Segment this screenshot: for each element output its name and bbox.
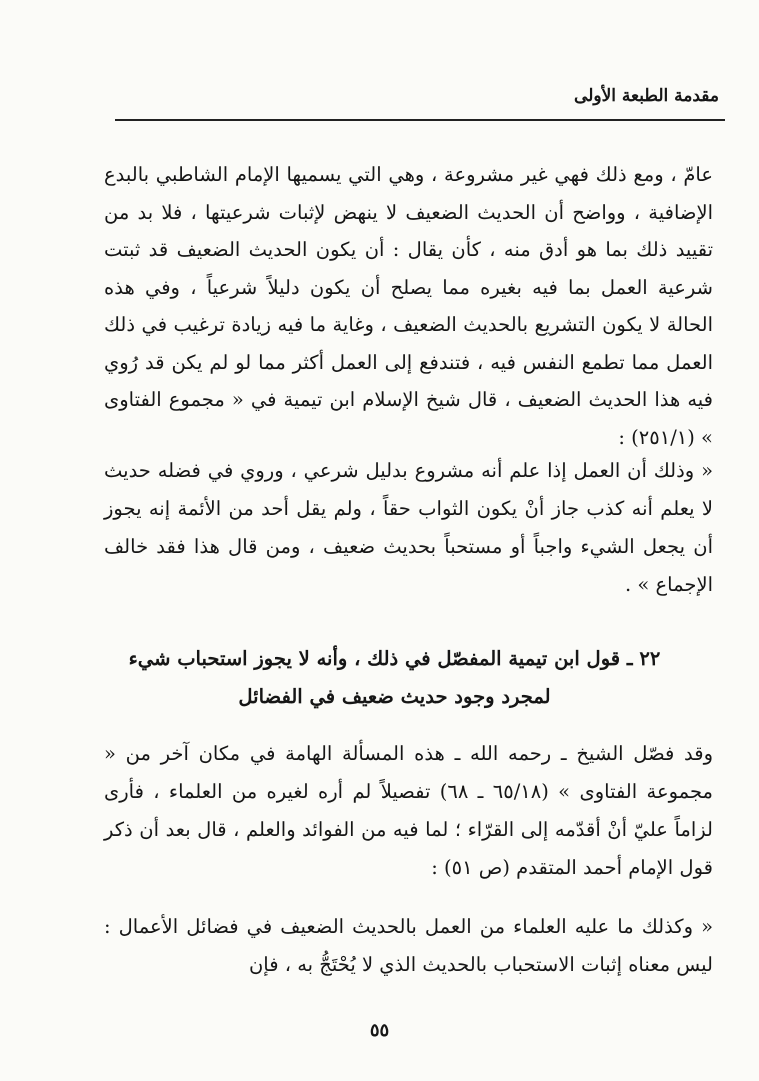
section-heading-line-2: لمجرد وجود حديث ضعيف في الفضائل: [238, 685, 551, 708]
section-heading-line-1: ٢٢ ـ قول ابن تيمية المفصّل في ذلك ، وأنه لا يجوز استحباب شيء: [128, 647, 661, 670]
quote-paragraph-1: « وذلك أن العمل إذا علم أنه مشروع بدليل شرعي ، وروي في فضله حديث لا يعلم أنه كذب جاز أنْ يكون الثواب حقاً ، ولم يقل أحد من الأئمة إنه يجوز أن يجعل الشيء واجباً أو مستحباً بحديث ضعيف ، ومن قال هذا فقد خالف الإجماع » .: [104, 459, 713, 596]
quote-paragraph-2: « وكذلك ما عليه العلماء من العمل بالحديث الضعيف في فضائل الأعمال : ليس معناه إثبات الاستحباب بالحديث الذي لا يُحْتَجُّ به ، فإن: [104, 915, 713, 976]
section-heading: [120, 640, 669, 716]
running-head: مقدمة الطبعة الأولى: [574, 86, 719, 106]
page-number: ٥٥: [369, 1020, 390, 1041]
paragraph-1: عامّ ، ومع ذلك فهي غير مشروعة ، وهي التي يسميها الإمام الشاطبي بالبدع الإضافية ، وواضح أن الحديث الضعيف لا ينهض لإثبات شرعيتها ، فلا بد من تقييد ذلك بما هو أدق منه ، كأن يقال : أن يكون الحديث الضعيف قد ثبتت شرعية العمل بما فيه بغيره مما يصلح أن يكون دليلاً شرعياً ، وفي هذه الحالة لا يكون التشريع بالحديث الضعيف ، وغاية ما فيه زيادة ترغيب في ذلك العمل مما تطمع النفس فيه ، فتندفع إلى العمل أكثر مما لو لم يكن قد رُوي فيه هذا الحديث الضعيف ، قال شيخ الإسلام ابن تيمية في « مجموع الفتاوى » (٢٥١/١) :: [104, 163, 713, 449]
paragraph-2: وقد فصّل الشيخ ـ رحمه الله ـ هذه المسألة الهامة في مكان آخر من « مجموعة الفتاوى » (٦٥/١٨ ـ ٦٨) تفصيلاً لم أره لغيره من العلماء ، فأرى لزاماً عليّ أنْ أقدّمه إلى القرّاء ؛ لما فيه من الفوائد والعلم ، قال بعد أن ذكر قول الإمام أحمد المتقدم (ص ٥١) :: [104, 742, 713, 879]
header-rule: [115, 119, 725, 121]
